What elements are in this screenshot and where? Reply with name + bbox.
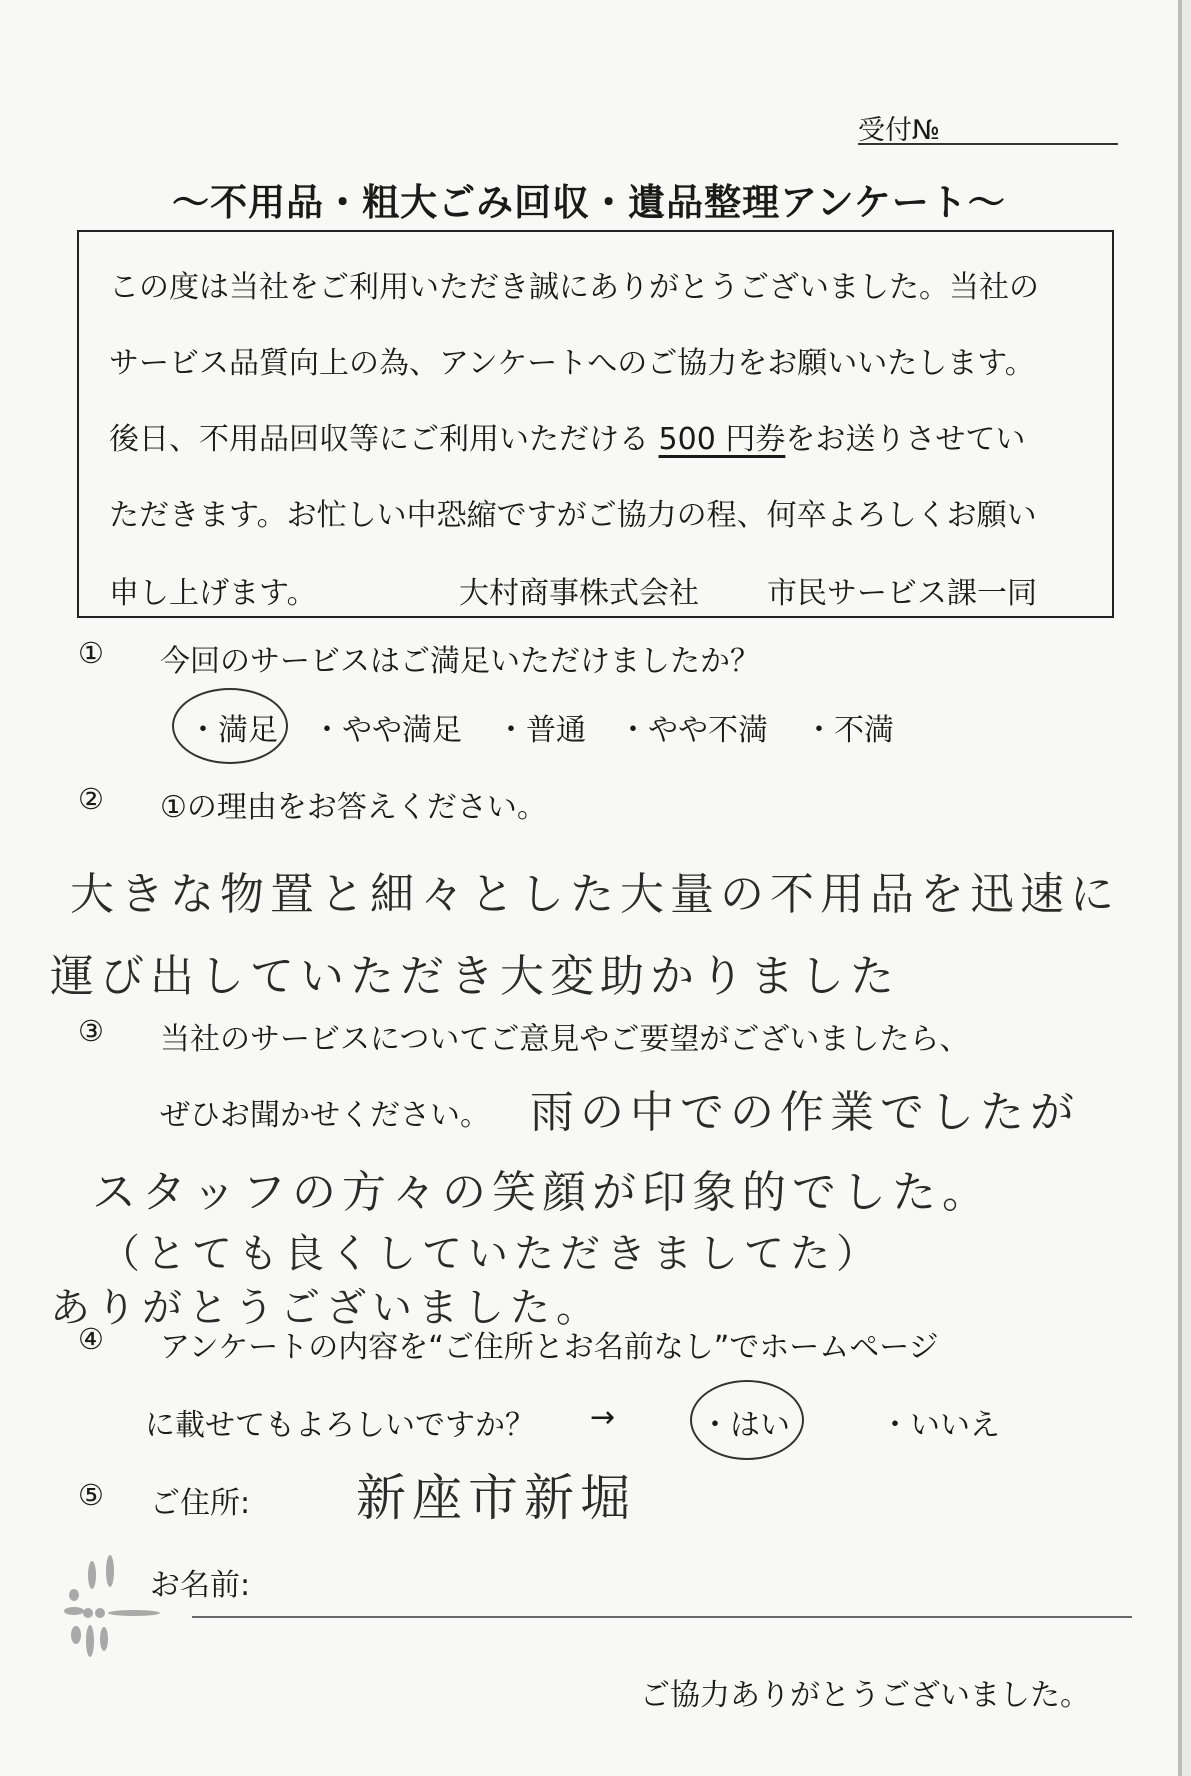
reception-number-label: 受付№	[858, 115, 941, 146]
q3-answer-line-4: ありがとうございました。	[50, 1285, 602, 1331]
intro-line-3-pre: 後日、不用品回収等にご利用いただける	[109, 422, 659, 457]
name-underline	[192, 1616, 1132, 1618]
q3-question-line-1: 当社のサービスについてご意見やご要望がございましたら、	[160, 1022, 970, 1057]
q3-question-line-2: ぜひお聞かせください。	[160, 1098, 490, 1133]
q1-option-dissatisfied[interactable]: ・不満	[804, 713, 894, 748]
voucher-amount: 500 円券	[658, 422, 786, 457]
q1-selection-circle	[172, 688, 288, 764]
flower-decoration	[60, 1555, 160, 1675]
intro-line-5: 申し上げます。	[109, 576, 317, 611]
q4-question-line-1: アンケートの内容を“ご住所とお名前なし”でホームページ	[160, 1330, 939, 1365]
intro-line-3	[109, 414, 1025, 458]
q1-option-somewhat-dissatisfied[interactable]: ・やや不満	[618, 713, 768, 748]
department-name: 市民サービス課一同	[767, 576, 1037, 611]
q3-answer-line-3: （とても良くしていただきましてた）	[100, 1231, 882, 1277]
q3-answer-line-1: 雨の中での作業でしたが	[530, 1087, 1080, 1138]
q2-answer-line-2: 運び出していただき大変助かりました	[50, 951, 900, 1002]
name-label: お名前:	[150, 1568, 251, 1603]
intro-line-2: サービス品質向上の為、アンケートへのご協力をお願いいたします。	[109, 346, 1035, 381]
q1-question: 今回のサービスはご満足いただけましたか？	[160, 644, 760, 679]
q4-question-line-2: に載せてもよろしいですか？	[145, 1408, 535, 1443]
q4-option-no[interactable]: ・いいえ	[880, 1408, 1000, 1443]
q5-number: ⑤	[78, 1478, 104, 1512]
q2-question: ①の理由をお答えください。	[160, 790, 547, 825]
q2-answer-line-1: 大きな物置と細々とした大量の不用品を迅速に	[70, 869, 1120, 920]
company-name: 大村商事株式会社	[459, 576, 699, 611]
q1-option-somewhat-satisfied[interactable]: ・やや満足	[312, 713, 462, 748]
q4-option-yes[interactable]: ・はい	[700, 1408, 790, 1443]
intro-line-3-post: をお送りさせてい	[785, 422, 1026, 457]
q3-answer-line-2: スタッフの方々の笑顔が印象的でした。	[92, 1167, 992, 1218]
closing-thanks: ご協力ありがとうございました。	[640, 1678, 1090, 1713]
q4-arrow: →	[590, 1400, 616, 1435]
intro-line-4: ただきます。お忙しい中恐縮ですがご協力の程、何卒よろしくお願い	[109, 498, 1037, 533]
address-answer: 新座市新堀	[356, 1469, 636, 1527]
q1-option-satisfied[interactable]: ・満足	[188, 713, 278, 748]
intro-box	[77, 230, 1114, 618]
intro-line-1: この度は当社をご利用いただき誠にありがとうございました。当社の	[109, 270, 1039, 305]
reception-number-line	[858, 143, 1118, 145]
q1-number: ①	[78, 636, 104, 670]
q4-selection-circle	[690, 1380, 804, 1460]
address-label: ご住所:	[150, 1486, 251, 1521]
q4-number: ④	[78, 1322, 104, 1356]
q3-number: ③	[78, 1014, 104, 1048]
q2-number: ②	[78, 782, 104, 816]
survey-title: 〜不用品・粗大ごみ回収・遺品整理アンケート〜	[172, 181, 1006, 224]
q1-option-neutral[interactable]: ・普通	[496, 713, 586, 748]
